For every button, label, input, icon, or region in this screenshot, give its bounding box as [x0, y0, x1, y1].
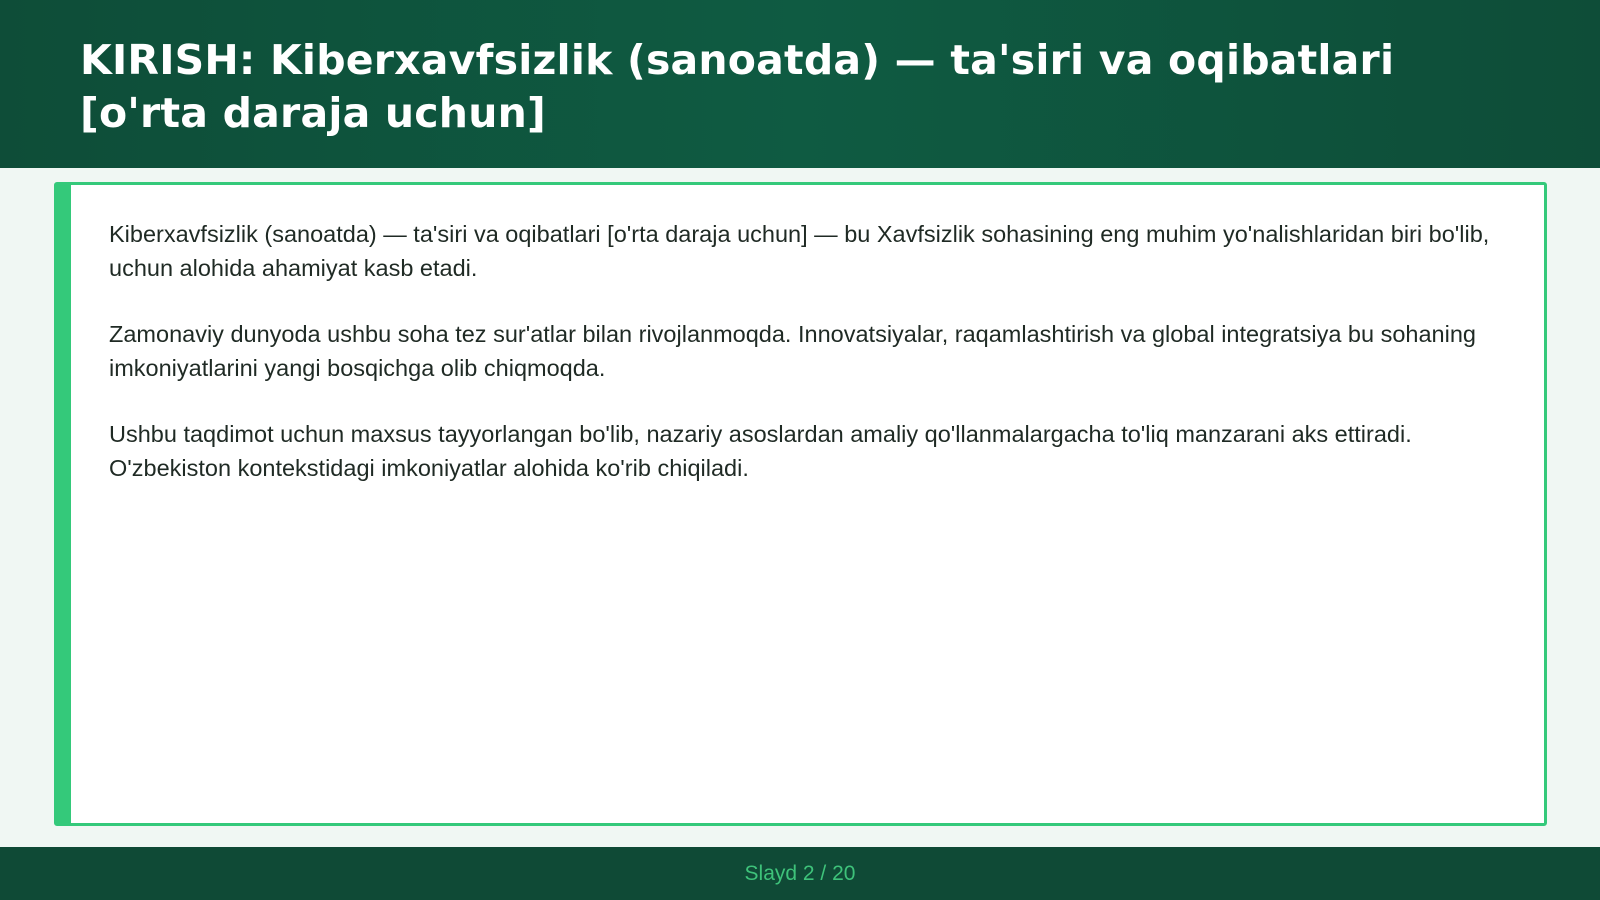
slide-header	[0, 0, 1600, 168]
content-card	[54, 182, 1547, 826]
paragraph-intro: Kiberxavfsizlik (sanoatda) — ta'siri va oqibatlari [o'rta daraja uchun] — bu Xavfsizlik sohasining eng muhim yo'nalishlaridan biri bo'lib, uchun alohida ahamiyat kasb etadi.	[109, 221, 1490, 281]
slide-title: KIRISH: Kiberxavfsizlik (sanoatda) — ta'siri va oqibatlari [o'rta daraja uchun]	[80, 36, 1395, 137]
paragraph-modern-world: Zamonaviy dunyoda ushbu soha tez sur'atlar bilan rivojlanmoqda. Innovatsiyalar, raqamlashtirish va global integratsiya bu sohaning imkoniyatlarini yangi bosqichga olib chiqmoqda.	[109, 321, 1476, 381]
slide-footer	[0, 847, 1600, 900]
slide-counter: Slayd 2 / 20	[744, 861, 856, 885]
paragraph-presentation-scope: Ushbu taqdimot uchun maxsus tayyorlangan bo'lib, nazariy asoslardan amaliy qo'llanmalargacha to'liq manzarani aks ettiradi. O'zbekiston kontekstidagi imkoniyatlar alohida ko'rib chiqiladi.	[109, 421, 1412, 481]
